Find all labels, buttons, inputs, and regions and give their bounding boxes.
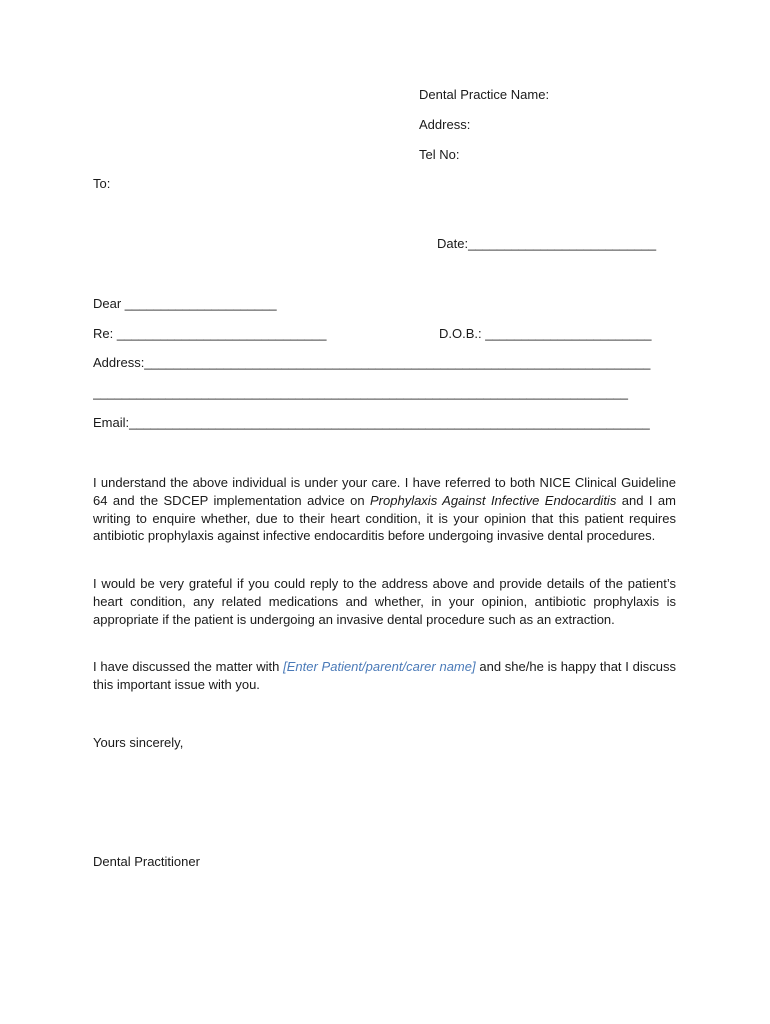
email-line: Email:________________________________________________________________________ [93,415,650,430]
p1-text-end: and I am writing to enquire whether, due to their heart condition, it is your opinion that this patient requires antibiotic prophylaxis against infective endocarditis before undergoing invasive dental procedures. [93,492,676,544]
address-line: Address:______________________________________________________________________ [93,355,651,370]
salutation-line: Dear _____________________ [93,296,277,311]
p1-guideline-title: Prophylaxis Against Infective Endocarditis [370,492,617,508]
body-paragraph-1 [93,474,676,545]
body-paragraph-2: I would be very grateful if you could reply to the address above and provide details of the patient’s heart condition, any related medications and whether, in your opinion, antibiotic prophylaxis is appropriate if the patient is undergoing an invasive dental procedure such as an extraction. [93,576,676,627]
re-line: Re: _____________________________ [93,326,327,341]
patient-name-placeholder[interactable]: [Enter Patient/parent/carer name] [283,659,476,674]
closing: Yours sincerely, [93,735,184,750]
dob-line: D.O.B.: _______________________ [439,326,652,341]
p3-text-end: and she/he is happy that I discuss this important issue with you. [93,659,676,692]
body-paragraph-3 [93,658,676,694]
recipient-label: To: [93,176,111,191]
address-continuation-line: __________________________________________________________________________ [93,385,629,400]
p3-text-start: I have discussed the matter with [93,659,284,674]
p1-text-start: I understand the above individual is under your care. I have referred to both NICE Clinical Guideline 64 and the SDCEP implementation advice on [93,475,676,508]
practice-address-label: Address: [419,117,471,132]
date-line: Date:__________________________ [437,236,657,251]
signature-title: Dental Practitioner [93,854,200,869]
practice-name-label: Dental Practice Name: [419,87,550,102]
practice-tel-label: Tel No: [419,147,460,162]
